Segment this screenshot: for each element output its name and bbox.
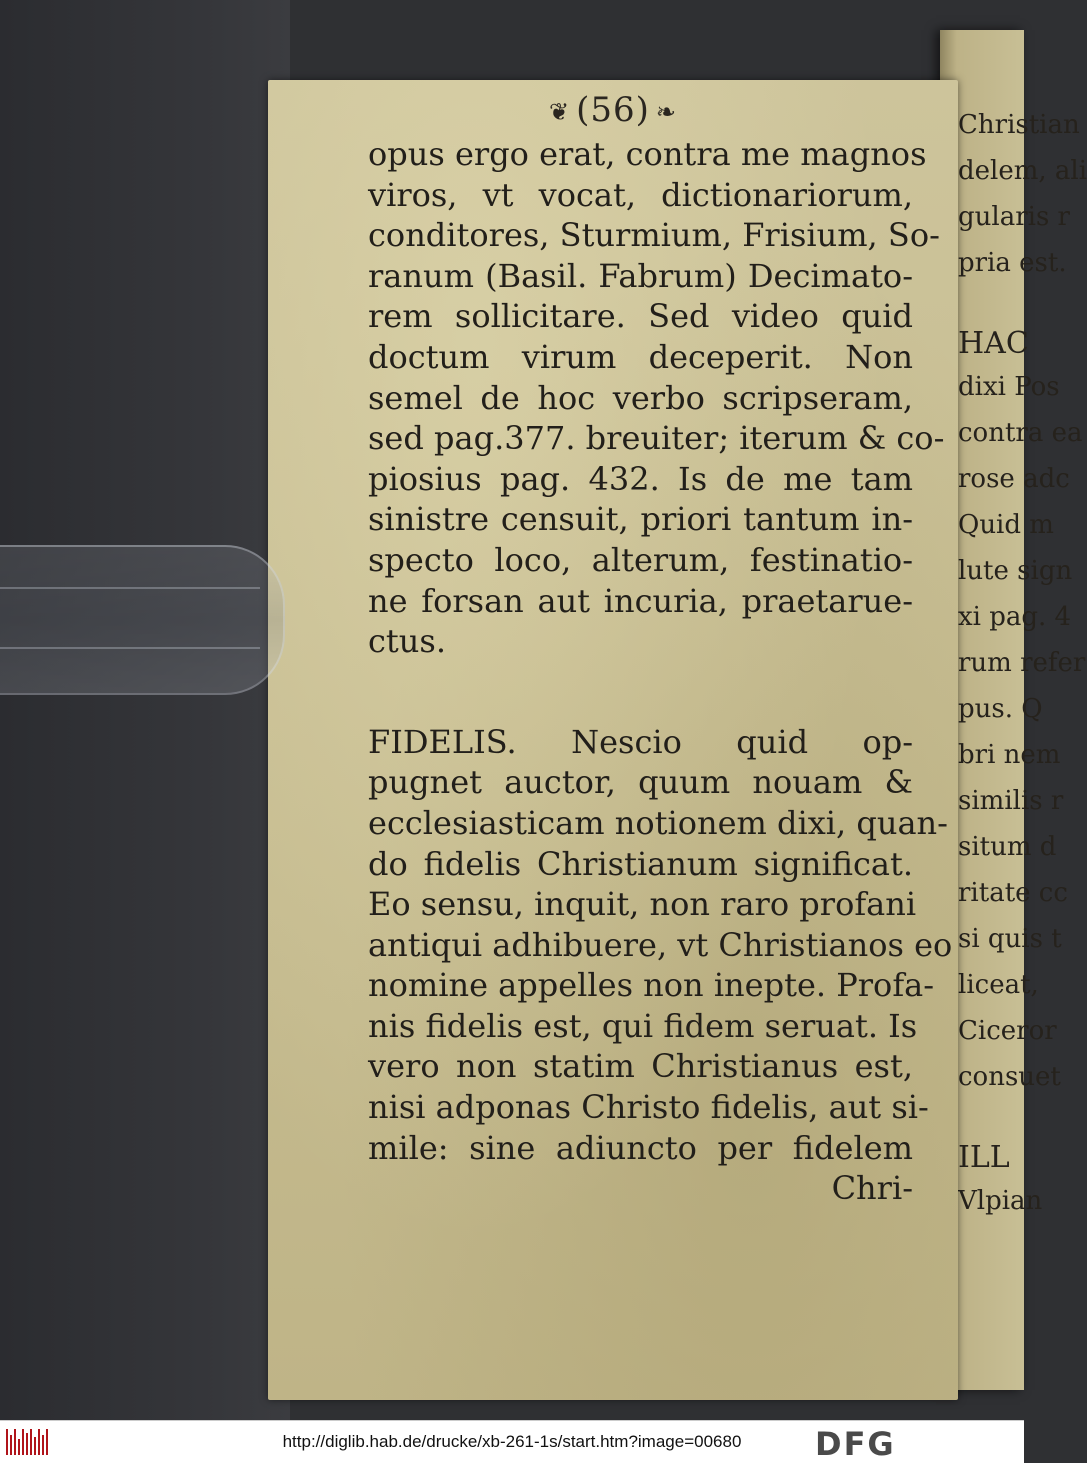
text-line: antiqui adhibuere, vt Christianos eo: [368, 925, 953, 964]
next-page-line: consuet: [958, 1062, 1061, 1092]
next-page-line: rose adc: [958, 464, 1070, 494]
next-page-line: xi pag. 4: [958, 602, 1072, 632]
next-page-line: dixi Pos: [958, 372, 1060, 402]
text-line: doctum virum deceperit. Non: [368, 337, 913, 376]
catchword: Chri-: [831, 1169, 913, 1208]
dfg-logo[interactable]: DFG: [815, 1425, 896, 1463]
source-url-link[interactable]: http://diglib.hab.de/drucke/xb-261-1s/start.htm?image=00680: [282, 1432, 742, 1451]
next-page-line: bri nem: [958, 740, 1061, 770]
text-line: nomine appelles non inepte. Profa-: [368, 966, 935, 1005]
paragraph-gap: [368, 662, 913, 722]
next-page-line: Christian: [958, 110, 1080, 140]
next-page-line: liceat,: [958, 970, 1039, 1000]
text-line: conditores, Sturmium, Frisium, So-: [368, 216, 940, 255]
next-page-line: Ciceror: [958, 1016, 1057, 1046]
text-line: ecclesiasticam notionem dixi, quan-: [368, 803, 948, 842]
next-page-line: rum refer: [958, 648, 1086, 678]
next-page-line: Vlpian: [958, 1186, 1043, 1216]
text-line: opus ergo erat, contra me magnos: [368, 135, 927, 173]
text-line: rem sollicitare. Sed video quid: [368, 297, 913, 336]
text-line: sed pag.377. breuiter; iterum & co-: [368, 419, 945, 458]
next-page-line: ritate cc: [958, 878, 1068, 908]
next-page-line: ILL: [958, 1140, 1010, 1175]
clip-edge: [0, 587, 260, 589]
text-line: sinistre censuit, priori tantum in-: [368, 500, 913, 539]
next-page-line: si quis t: [958, 924, 1062, 954]
next-page-line: HAC: [958, 326, 1029, 361]
text-line: specto loco, alterum, festinatio-: [368, 540, 913, 579]
text-line: ne forsan aut incuria, praetarue-: [368, 581, 913, 620]
text-line: viros, vt vocat, dictionariorum,: [368, 175, 913, 214]
text-line: mile: sine adiuncto per fidelem: [368, 1128, 913, 1167]
text-line: Eo sensu, inquit, non raro profani: [368, 885, 917, 924]
text-line: pugnet auctor, quum nouam &: [368, 763, 913, 802]
text-line: ctus.: [368, 622, 446, 661]
next-page-line: pria est.: [958, 248, 1067, 278]
clip-edge: [0, 647, 260, 649]
text-line: nis fidelis est, qui fidem seruat. Is: [368, 1006, 918, 1045]
text-line: do fidelis Christianum significat.: [368, 844, 913, 883]
page-text: [368, 134, 953, 1209]
text-line: nisi adponas Christo fidelis, aut si-: [368, 1088, 929, 1127]
next-page-line: Quid m: [958, 510, 1054, 540]
text-line: vero non statim Christianus est,: [368, 1047, 913, 1086]
page-clip: [0, 545, 285, 695]
next-page-line: lute sign: [958, 556, 1073, 586]
ornament-right-icon: ❧: [655, 98, 677, 126]
next-page-line: delem, ali: [958, 156, 1087, 186]
text-line: semel de hoc verbo scripseram,: [368, 378, 913, 417]
ornament-left-icon: ❦: [548, 98, 571, 126]
next-page-line: situm d: [958, 832, 1057, 862]
footer-bar: [0, 1420, 1024, 1463]
book-page: [268, 80, 958, 1400]
text-line: piosius pag. 432. Is de me tam: [368, 459, 913, 498]
next-page-line: similis r: [958, 786, 1064, 816]
book-cover-background: [0, 0, 290, 1420]
next-page-line: contra ea: [958, 418, 1083, 448]
next-page-line: gularis r: [958, 202, 1070, 232]
page-header: [268, 90, 958, 130]
next-page-line: pus. Q: [958, 694, 1043, 724]
page-number: (56): [576, 90, 650, 130]
text-line: ranum (Basil. Fabrum) Decimato-: [368, 256, 913, 295]
text-line: FIDELIS. Nescio quid op-: [368, 722, 913, 761]
